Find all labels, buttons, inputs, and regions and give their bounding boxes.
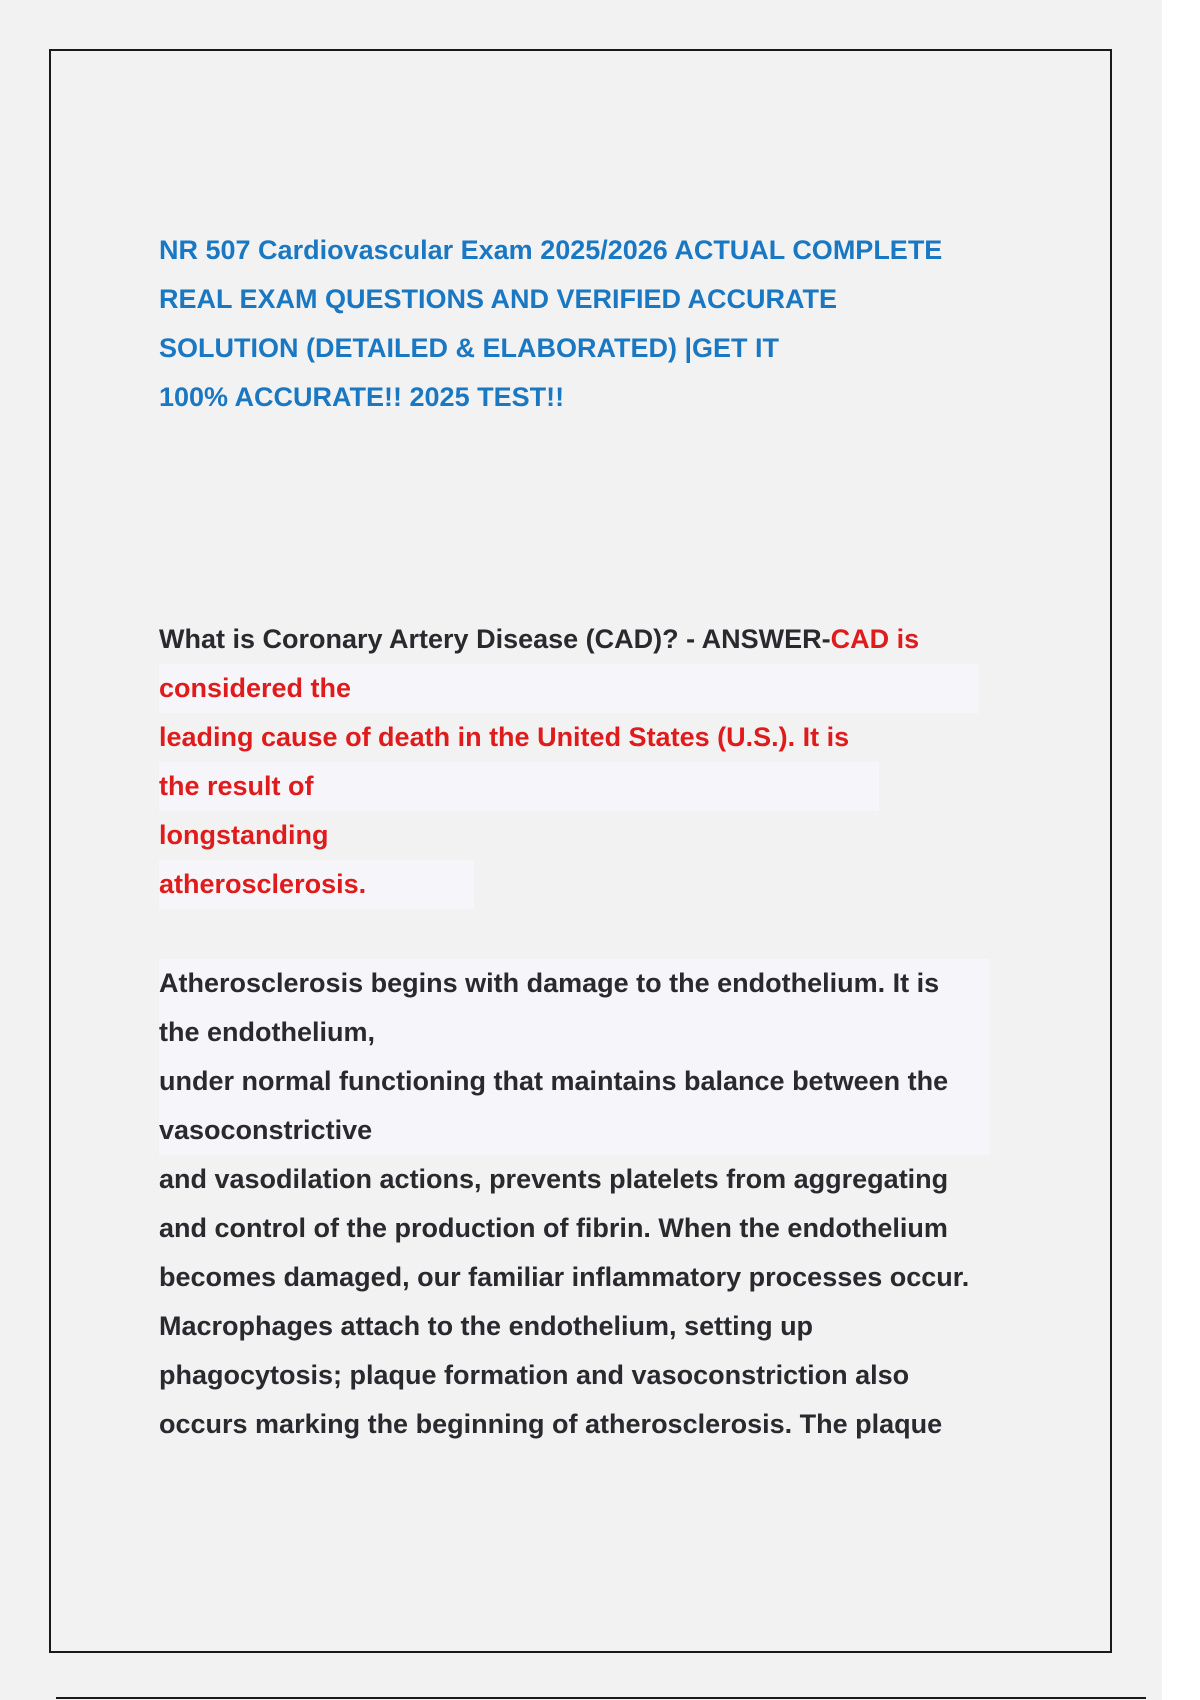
paragraph-line: occurs marking the beginning of atherosclerosis. The plaque [159,1409,943,1439]
question-answer-block [159,615,1019,909]
paragraph-line: becomes damaged, our familiar inflammatory processes occur. [159,1262,970,1292]
paragraph-line: under normal functioning that maintains balance between the [159,1057,989,1106]
page-divider [56,1697,1146,1699]
title-line: 100% ACCURATE!! 2025 TEST!! [159,382,565,412]
qa-line [159,615,1019,664]
answer-text: considered the [159,664,979,713]
question-text: What is Coronary Artery Disease (CAD)? - ANSWER- [159,624,831,654]
page-gutter [1162,0,1200,1700]
answer-text: longstanding [159,820,329,850]
title-line: NR 507 Cardiovascular Exam 2025/2026 ACTUAL COMPLETE [159,235,943,265]
paragraph-line: and control of the production of fibrin. When the endothelium [159,1213,948,1243]
answer-text: leading cause of death in the United States (U.S.). It is [159,722,850,752]
qa-line [159,860,1019,909]
answer-text: CAD is [830,624,920,654]
paragraph-line: Macrophages attach to the endothelium, setting up [159,1311,814,1341]
title-line: SOLUTION (DETAILED & ELABORATED) |GET IT [159,333,780,363]
document-title [159,226,1019,422]
explanation-paragraph [159,959,1059,1449]
answer-text: atherosclerosis. [159,860,474,909]
paragraph-line: Atherosclerosis begins with damage to the endothelium. It is [159,959,989,1008]
paragraph-line: and vasodilation actions, prevents platelets from aggregating [159,1164,949,1194]
qa-line [159,713,1019,762]
qa-line [159,762,1019,811]
qa-line [159,664,1019,713]
answer-text: the result of [159,762,879,811]
paragraph-line: vasoconstrictive [159,1106,989,1155]
paragraph-line: phagocytosis; plaque formation and vasoconstriction also [159,1360,910,1390]
paragraph-line: the endothelium, [159,1008,989,1057]
qa-line [159,811,1019,860]
title-line: REAL EXAM QUESTIONS AND VERIFIED ACCURATE [159,284,838,314]
